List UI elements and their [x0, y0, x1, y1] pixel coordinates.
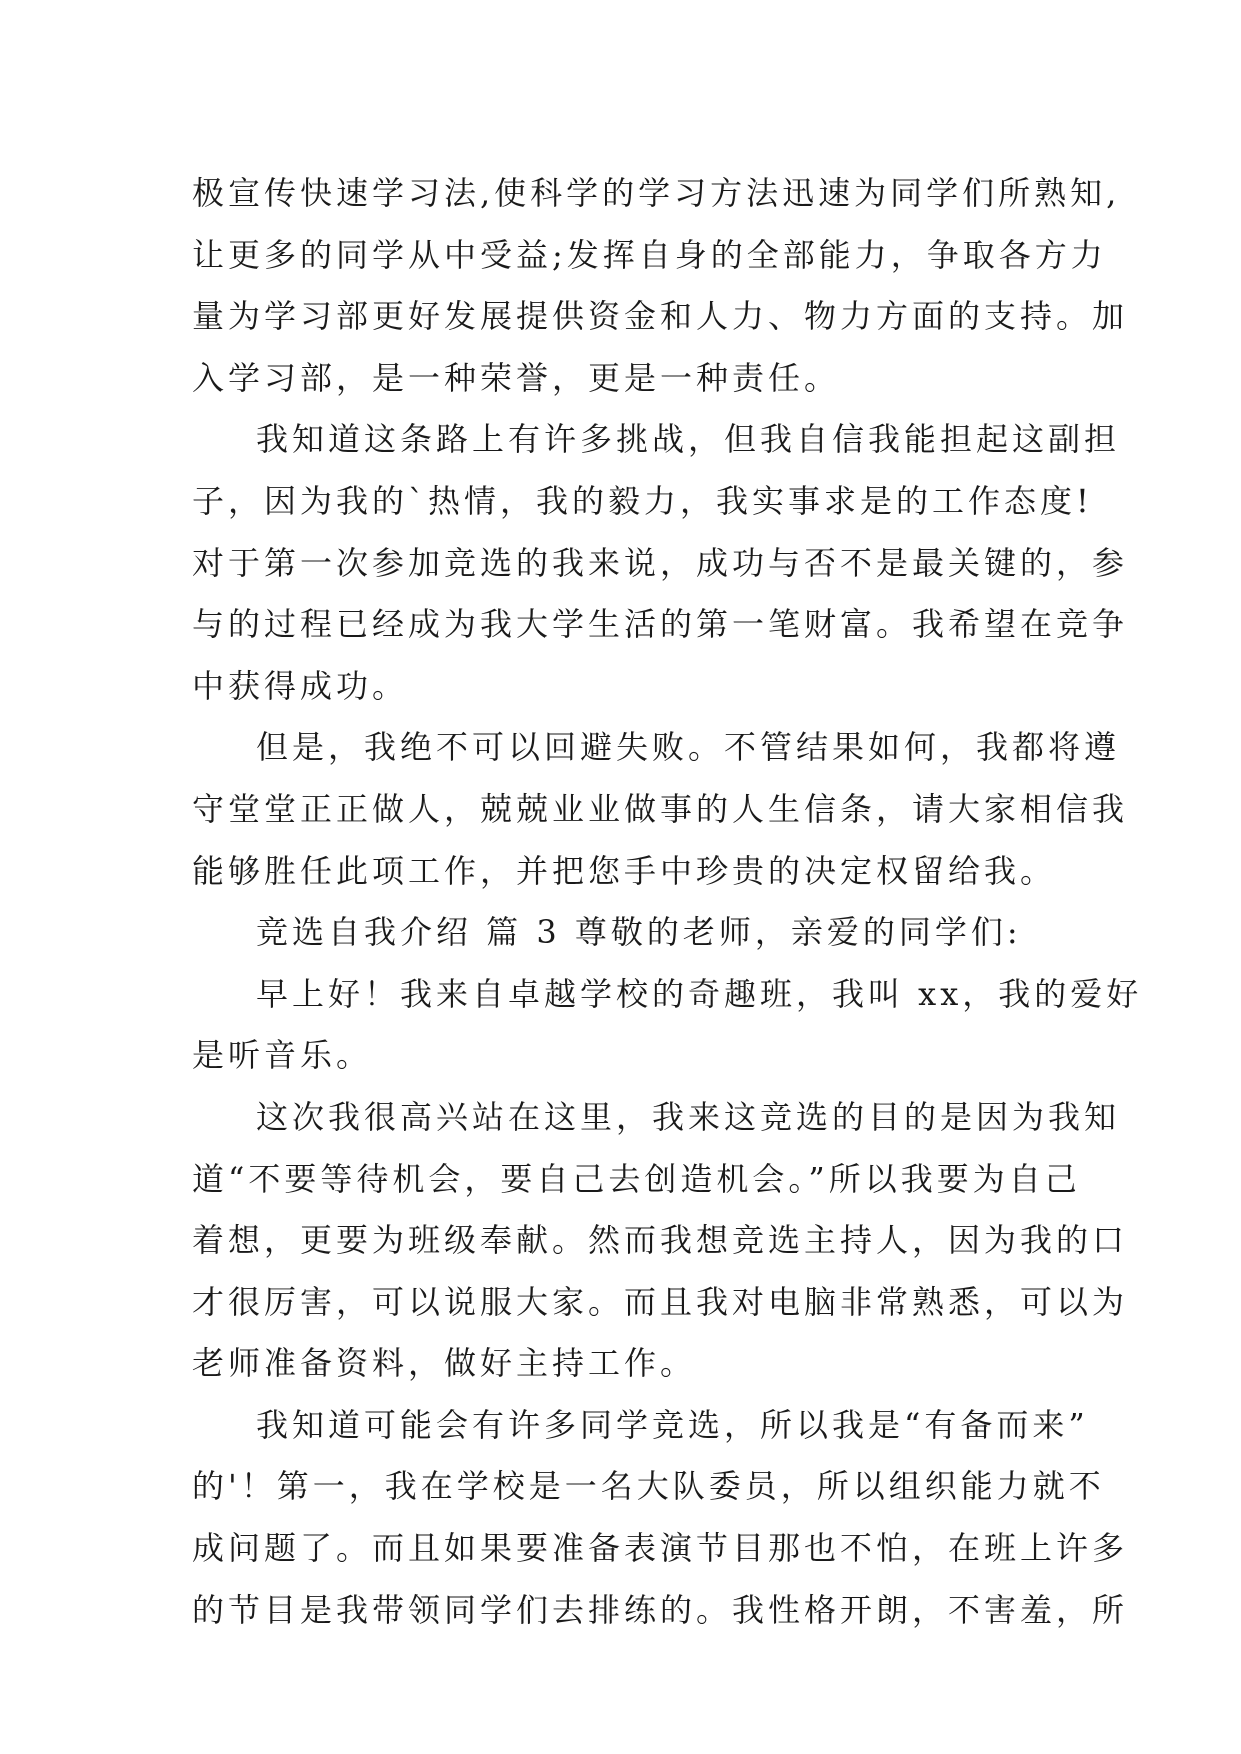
- paragraph-first-line: 但是，我绝不可以回避失败。不管结果如何，我都将遵: [256, 728, 1121, 767]
- text-line: 成问题了。而且如果要准备表演节目那也不怕，在班上许多: [192, 1529, 1129, 1568]
- text-line: 守堂堂正正做人，兢兢业业做事的人生信条，请大家相信我: [192, 789, 1129, 828]
- text-line: 中获得成功。: [192, 666, 409, 705]
- text-line: 老师准备资料，做好主持工作。: [192, 1344, 697, 1383]
- text-line: 对于第一次参加竞选的我来说，成功与否不是最关键的，参: [192, 543, 1129, 582]
- paragraph-first-line: 这次我很高兴站在这里，我来这竞选的目的是因为我知: [256, 1097, 1121, 1136]
- text-line: 能够胜任此项工作，并把您手中珍贵的决定权留给我。: [192, 851, 1057, 890]
- text-line: 着想，更要为班级奉献。然而我想竞选主持人，因为我的口: [192, 1221, 1129, 1260]
- document-body: [192, 163, 1143, 1641]
- text-line: 才很厉害，可以说服大家。而且我对电脑非常熟悉，可以为: [192, 1282, 1129, 1321]
- section-heading-line: 竞选自我介绍 篇 3 尊敬的老师，亲爱的同学们:: [256, 913, 1022, 952]
- text-line: 极宣传快速学习法,使科学的学习方法迅速为同学们所熟知,: [192, 174, 1121, 212]
- text-line: 入学习部，是一种荣誉，更是一种责任。: [192, 358, 841, 397]
- text-line: 是听音乐。: [192, 1036, 373, 1075]
- paragraph-first-line: 我知道可能会有许多同学竞选，所以我是“有备而来”: [256, 1405, 1089, 1444]
- text-line: 量为学习部更好发展提供资金和人力、物力方面的支持。加: [192, 297, 1129, 336]
- text-line: 子，因为我的`热情，我的毅力，我实事求是的工作态度!: [192, 481, 1093, 520]
- paragraph-first-line: 早上好！我来自卓越学校的奇趣班，我叫 xx，我的爱好: [256, 974, 1143, 1013]
- paragraph-first-line: 我知道这条路上有许多挑战，但我自信我能担起这副担: [256, 420, 1121, 459]
- text-line: 的节目是我带领同学们去排练的。我性格开朗，不害羞，所: [192, 1590, 1129, 1629]
- text-line: 道“不要等待机会，要自己去创造机会。”所以我要为自己: [192, 1159, 1081, 1198]
- text-line: 让更多的同学从中受益;发挥自身的全部能力，争取各方力: [192, 235, 1107, 274]
- text-line: 的'！第一，我在学校是一名大队委员，所以组织能力就不: [192, 1467, 1105, 1506]
- text-line: 与的过程已经成为我大学生活的第一笔财富。我希望在竞争: [192, 605, 1129, 644]
